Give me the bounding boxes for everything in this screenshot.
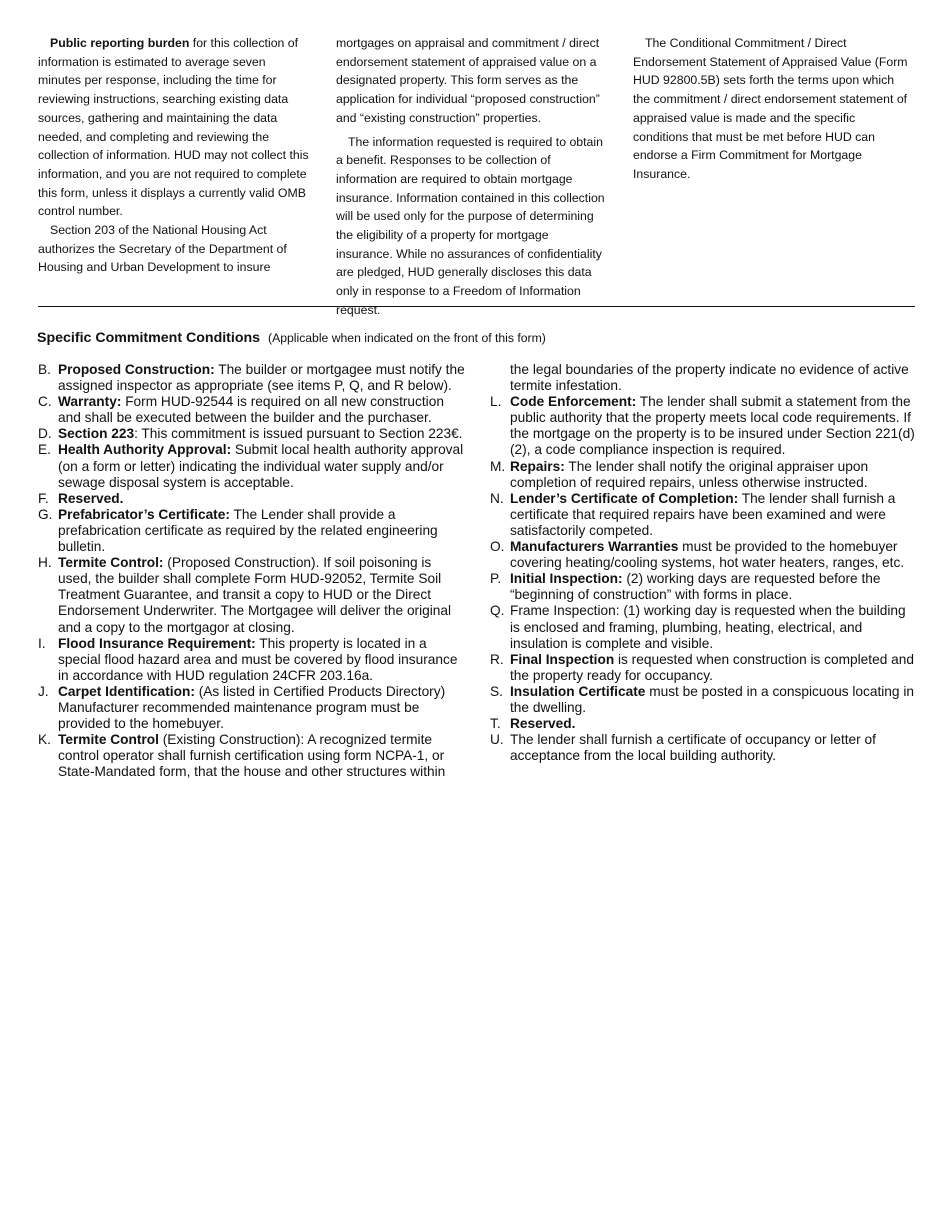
condition-text: The Lender shall provide a prefabrication certificate as required by the related engineering bulletin. [58, 506, 438, 555]
condition-letter: S. [490, 683, 503, 699]
burden-statement-column-2 [336, 34, 608, 320]
condition-term: Reserved. [58, 490, 124, 506]
condition-u [490, 732, 916, 764]
condition-j [38, 684, 468, 732]
condition-i [38, 636, 468, 684]
condition-letter: U. [490, 732, 504, 748]
condition-letter: D. [38, 426, 52, 442]
condition-letter: M. [490, 458, 506, 474]
condition-text: This property is located in a special flood hazard area and must be covered by flood insurance in accordance with HUD regulation 24CFR 203.16a. [58, 635, 458, 683]
condition-text: The lender shall furnish a certificate that required repairs have been examined and were satisfactorily competed. [510, 490, 896, 538]
condition-text: The builder or mortgagee must notify the assigned inspector as appropriate (see items P, Q, and R below). [58, 362, 465, 394]
condition-letter: C. [38, 394, 52, 410]
conditions-heading [37, 329, 907, 347]
condition-term: Reserved. [510, 716, 576, 732]
condition-o [490, 539, 916, 571]
burden-statement-column-1 [38, 34, 310, 277]
condition-text: The lender shall notify the original appraiser upon completion of required repairs, unless otherwise instructed. [510, 458, 869, 490]
condition-letter: N. [490, 490, 504, 506]
condition-text: Form HUD-92544 is required on all new construction and shall be executed between the builder and the purchaser. [58, 394, 444, 426]
condition-term: Code Enforcement: [510, 394, 637, 410]
section-divider [38, 306, 915, 307]
condition-h [38, 555, 468, 635]
condition-q [490, 603, 916, 651]
condition-k [38, 732, 468, 780]
condition-b [38, 362, 468, 394]
condition-term: Termite Control: [58, 555, 164, 571]
condition-text: : This commitment is issued pursuant to Section 223€. [134, 426, 463, 442]
condition-term: Final Inspection [510, 651, 615, 667]
condition-term: Manufacturers Warranties [510, 539, 679, 555]
burden-heading: Public reporting burden [50, 36, 190, 50]
condition-text: (As listed in Certified Products Directory) Manufacturer recommended maintenance program must be provided to the homebuyer. [58, 683, 446, 732]
burden-paragraph [38, 34, 310, 221]
burden-text: for this collection of information is estimated to average seven minutes per response, including the time for reviewing instructions, searching existing data sources, gathering and maintaining the data needed, and completing and reviewing the collection of information. HUD may not collect this information, and you are not required to complete this form, unless it displays a currently valid OMB control number. [38, 36, 309, 219]
condition-k-continued: the legal boundaries of the property indicate no evidence of active termite infestation. [510, 362, 909, 394]
condition-e [38, 442, 468, 490]
condition-m [490, 459, 916, 491]
condition-letter: T. [490, 716, 501, 732]
condition-text: Submit local health authority approval (on a form or letter) indicating the individual water supply and/or sewage disposal system is acceptable. [58, 442, 464, 490]
condition-letter: I. [38, 635, 46, 651]
condition-letter: L. [490, 394, 502, 410]
condition-term: Lender’s Certificate of Completion: [510, 490, 739, 506]
condition-letter: P. [490, 571, 502, 587]
condition-letter: E. [38, 442, 51, 458]
condition-g [38, 507, 468, 555]
condition-term: Initial Inspection: [510, 571, 623, 587]
condition-text: (Proposed Construction). If soil poisoning is used, the builder shall complete Form HUD-92052, Termite Soil Treatment Guarantee, and transit a copy to HUD or the Direct Endorsement Underwriter. The Mortgagee will deliver the original and a copy to the mortgagor at closing. [58, 555, 452, 635]
condition-term: Prefabricator’s Certificate: [58, 506, 230, 522]
condition-term: Repairs: [510, 458, 565, 474]
condition-text: Frame Inspection: (1) working day is requested when the building is enclosed and framing, plumbing, heating, electrical, and insulation is complete and visible. [510, 603, 906, 651]
condition-p [490, 571, 916, 603]
condition-n [490, 491, 916, 539]
condition-letter: R. [490, 651, 504, 667]
conditions-note: (Applicable when indicated on the front of this form) [268, 331, 546, 345]
privacy-paragraph: The information requested is required to obtain a benefit. Responses to be collection of information are required to obtain mortgage insurance. Information contained in this collection will be used only for the purpose of determining the eligibility of a property for mortgage insurance. While no assurances of confidentiality are pledged, HUD generally discloses this data only in response to a Freedom of Information request. [336, 134, 605, 317]
condition-letter: K. [38, 732, 51, 748]
condition-letter: Q. [490, 603, 505, 619]
condition-text: (2) working days are requested before the “beginning of construction” with forms in place. [510, 571, 881, 603]
condition-f [38, 491, 468, 507]
condition-text: The lender shall furnish a certificate of occupancy or letter of acceptance from the local building authority. [510, 732, 876, 764]
condition-term: Health Authority Approval: [58, 442, 232, 458]
condition-c [38, 394, 468, 426]
condition-text: must be posted in a conspicuous locating in the dwelling. [510, 683, 914, 715]
burden-statement-column-3 [633, 34, 913, 184]
condition-letter: O. [490, 539, 505, 555]
condition-term: Carpet Identification: [58, 683, 195, 699]
condition-term: Section 223 [58, 426, 135, 442]
conditions-column-right [490, 362, 916, 764]
condition-t [490, 716, 916, 732]
condition-letter: H. [38, 555, 52, 571]
condition-letter: F. [38, 490, 49, 506]
conditions-column-left [38, 362, 468, 780]
condition-s [490, 684, 916, 716]
condition-letter: G. [38, 506, 53, 522]
authority-paragraph: Section 203 of the National Housing Act authorizes the Secretary of the Department of Housing and Urban Development to insure [38, 223, 287, 275]
form-purpose-paragraph: The Conditional Commitment / Direct Endorsement Statement of Appraised Value (Form HUD 92800.5B) sets forth the terms upon which the commitment / direct endorsement statement of appraised value is made and the specific conditions that must be met before HUD can endorse a Firm Commitment for Mortgage Insurance. [633, 36, 908, 181]
condition-r [490, 652, 916, 684]
condition-text: is requested when construction is completed and the property ready for occupancy. [510, 651, 914, 683]
condition-text: must be provided to the homebuyer covering heating/cooling systems, hot water heaters, ranges, etc. [510, 539, 905, 571]
condition-letter: B. [38, 362, 51, 377]
condition-term: Proposed Construction: [58, 362, 215, 377]
condition-term: Warranty: [58, 394, 122, 410]
condition-l [490, 394, 916, 458]
condition-term: Insulation Certificate [510, 683, 646, 699]
condition-term: Flood Insurance Requirement: [58, 635, 256, 651]
condition-text: The lender shall submit a statement from the public authority that the property meets local code requirements. If the mortgage on the property is to be insured under Section 221(d)(2), a code compliance inspection is required. [510, 394, 915, 458]
condition-text: (Existing Construction): A recognized termite control operator shall furnish certification using form NCPA-1, or State-Mandated form, that the house and other structures within [58, 732, 446, 780]
condition-term: Termite Control [58, 732, 159, 748]
condition-letter: J. [38, 683, 49, 699]
conditions-title: Specific Commitment Conditions [37, 330, 261, 346]
condition-d [38, 426, 468, 442]
authority-paragraph-continued: mortgages on appraisal and commitment / direct endorsement statement of appraised value on a designated property. This form serves as the application for individual “proposed construction” and “existing construction” properties. [336, 36, 600, 125]
